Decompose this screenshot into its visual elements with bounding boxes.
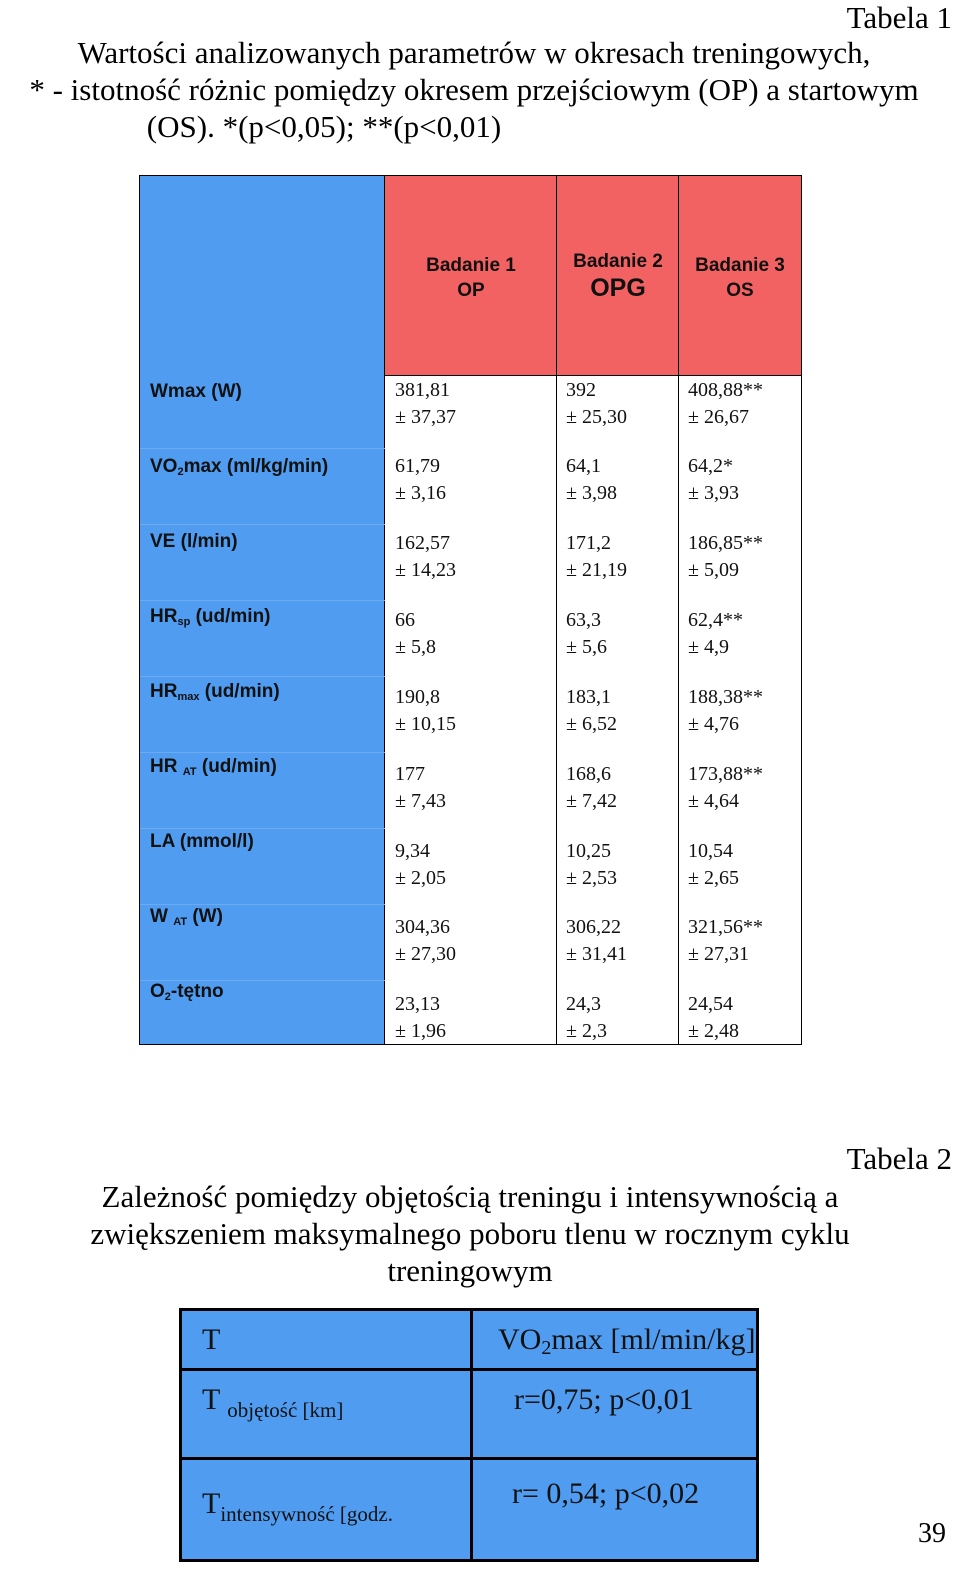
table-cell [566,684,617,738]
cell-sd: ± 7,42 [566,790,617,812]
cell-sd: ± 31,41 [566,943,627,965]
row-label-text: max (ml/kg/min) [183,456,329,477]
table-cell [395,607,436,661]
cell-sd: ± 26,67 [688,406,749,428]
cell-sd: ± 27,31 [688,943,749,965]
cell-sd: ± 2,48 [688,1020,739,1042]
table-cell [395,377,456,431]
table-cell [395,914,456,968]
cell-mean: 23,13 [395,993,440,1015]
table1-caption-line: (OS). *(p<0,05); **(p<0,01) [146,109,502,144]
table2-row-divider [182,1368,756,1371]
table-cell [566,377,627,431]
header-text: VO [498,1323,542,1356]
cell-mean: 63,3 [566,609,601,631]
table-cell [566,914,627,968]
cell-sd: ± 21,19 [566,559,627,581]
table2-column-divider [470,1311,473,1559]
header-subscript: 2 [541,1337,552,1359]
cell-mean: 190,8 [395,686,440,708]
table1-column-divider [556,176,557,1044]
row-label-subscript: objętość [km] [227,1398,344,1422]
table1-caption-line: Wartości analizowanych parametrów w okresach treningowych, [77,35,871,70]
table2-row-divider [182,1457,756,1460]
table2-caption-line: treningowym [387,1253,553,1288]
table1-header-col-3 [679,253,801,303]
table2-caption-line: Zależność pomiędzy objętością treningu i intensywnością a [101,1179,839,1214]
cell-mean: 168,6 [566,763,611,785]
row-label-subscript: AT [173,916,188,928]
table2-header-right [498,1323,755,1357]
table2-label: Tabela 2 [846,1141,952,1176]
row-label-ve [150,531,238,553]
table1-column-divider [678,176,679,1044]
cell-sd: ± 3,98 [566,482,617,504]
table1-label: Tabela 1 [846,0,952,35]
cell-sd: ± 5,8 [395,636,436,658]
cell-sd: ± 25,30 [566,406,627,428]
table-cell [688,453,739,507]
row-label-text: -tętno [170,981,224,1002]
row-label-text: T [202,1383,220,1416]
cell-mean: 392 [566,379,596,401]
row-label-subscript: intensywność [godz. [220,1502,393,1526]
table-cell [688,377,763,431]
cell-sd: ± 4,9 [688,636,729,658]
table-cell [566,991,607,1045]
row-label-hrmax [150,681,280,703]
table1-caption [0,34,948,145]
cell-sd: ± 3,93 [688,482,739,504]
cell-sd: ± 5,6 [566,636,607,658]
cell-mean: 24,54 [688,993,733,1015]
cell-mean: 321,56** [688,916,763,938]
table-cell [395,684,456,738]
cell-sd: ± 6,52 [566,713,617,735]
row-label-subscript: max [177,691,200,703]
row-label-la [150,831,254,853]
row-label-hrsp [150,606,271,628]
table1 [139,175,802,1045]
table-cell [688,530,763,584]
row-label-text: (W) [187,906,223,927]
table-cell [566,530,627,584]
cell-sd: ± 2,53 [566,867,617,889]
table-cell [566,838,617,892]
row-label-subscript: 2 [164,991,171,1003]
cell-sd: ± 4,64 [688,790,739,812]
row-separator [140,828,385,829]
table-cell [688,914,763,968]
cell-mean: 304,36 [395,916,450,938]
cell-mean: 183,1 [566,686,611,708]
table-cell [395,991,446,1045]
cell-mean: 408,88** [688,379,763,401]
row-label-subscript: sp [177,616,191,628]
header-line: Badanie 1 [426,255,516,276]
table1-header-col-1 [410,253,532,303]
cell-mean: 9,34 [395,840,430,862]
cell-mean: 188,38** [688,686,763,708]
row-label-text: Wmax (W) [150,381,242,402]
cell-sd: ± 2,3 [566,1020,607,1042]
row-label-text: (ud/min) [190,606,271,627]
cell-mean: 24,3 [566,993,601,1015]
row-label-wmax [150,381,242,403]
page-number: 39 [918,1518,946,1549]
table-cell [688,991,739,1045]
row-label-o2-pulse [150,981,224,1003]
cell-mean: 173,88** [688,763,763,785]
table2-row2-label [202,1487,393,1526]
header-text: max [ml/min/kg] [551,1323,756,1356]
cell-sd: ± 2,65 [688,867,739,889]
table-cell [688,684,763,738]
cell-sd: ± 7,43 [395,790,446,812]
cell-sd: ± 14,23 [395,559,456,581]
row-label-text: HR [150,756,183,777]
cell-sd: ± 37,37 [395,406,456,428]
header-line: OP [457,280,485,301]
table2-header-left: T [202,1323,221,1356]
table2-caption-line: zwiększeniem maksymalnego poboru tlenu w rocznym cyklu [90,1216,850,1251]
cell-mean: 306,22 [566,916,621,938]
table-cell [566,453,617,507]
table1-header-col-2 [557,249,679,301]
table-cell [395,761,446,815]
row-label-text: VO [150,456,178,477]
cell-mean: 162,57 [395,532,450,554]
table-cell [688,838,739,892]
table-cell [395,453,446,507]
row-label-wat [150,906,223,928]
cell-sd: ± 5,09 [688,559,739,581]
cell-sd: ± 4,76 [688,713,739,735]
row-label-text: (ud/min) [196,756,277,777]
row-separator [140,524,385,525]
row-label-text: VE (l/min) [150,531,238,552]
cell-mean: 177 [395,763,425,785]
row-label-text: HR [150,681,178,702]
row-separator [140,676,385,677]
header-line: OPG [590,274,646,302]
cell-sd: ± 27,30 [395,943,456,965]
table-cell [688,761,763,815]
row-label-subscript: AT [182,766,197,778]
row-label-hrat [150,756,277,778]
row-label-text: LA (mmol/l) [150,831,254,852]
row-separator [140,600,385,601]
row-separator [140,752,385,753]
table-cell [395,838,446,892]
table2 [179,1308,759,1562]
table-cell [395,530,456,584]
cell-mean: 61,79 [395,455,440,477]
header-line: OS [726,280,754,301]
cell-mean: 62,4** [688,609,743,631]
row-label-text: W [150,906,174,927]
row-label-text: T [202,1487,221,1520]
row-label-vo2max [150,456,328,478]
table2-row2-value: r= 0,54; p<0,02 [512,1477,700,1510]
table-cell [688,607,743,661]
cell-sd: ± 3,16 [395,482,446,504]
table2-caption [0,1178,940,1289]
header-line: Badanie 2 [573,251,663,272]
cell-mean: 64,1 [566,455,601,477]
row-label-text: HR [150,606,178,627]
row-label-text: (ud/min) [199,681,280,702]
row-label-text: O [150,981,165,1002]
cell-mean: 64,2* [688,455,733,477]
table-cell [566,761,617,815]
table2-row1-label [202,1383,344,1422]
row-label-subscript: 2 [177,466,184,478]
table-cell [566,607,607,661]
row-separator [140,448,385,449]
cell-sd: ± 2,05 [395,867,446,889]
cell-sd: ± 10,15 [395,713,456,735]
cell-mean: 186,85** [688,532,763,554]
cell-mean: 171,2 [566,532,611,554]
table2-row1-value: r=0,75; p<0,01 [514,1383,694,1416]
cell-mean: 381,81 [395,379,450,401]
cell-mean: 10,25 [566,840,611,862]
cell-mean: 10,54 [688,840,733,862]
cell-mean: 66 [395,609,415,631]
cell-sd: ± 1,96 [395,1020,446,1042]
table1-caption-line: * - istotność różnic pomiędzy okresem przejściowym (OP) a startowym [29,72,919,107]
row-separator [140,904,385,905]
header-line: Badanie 3 [695,255,785,276]
